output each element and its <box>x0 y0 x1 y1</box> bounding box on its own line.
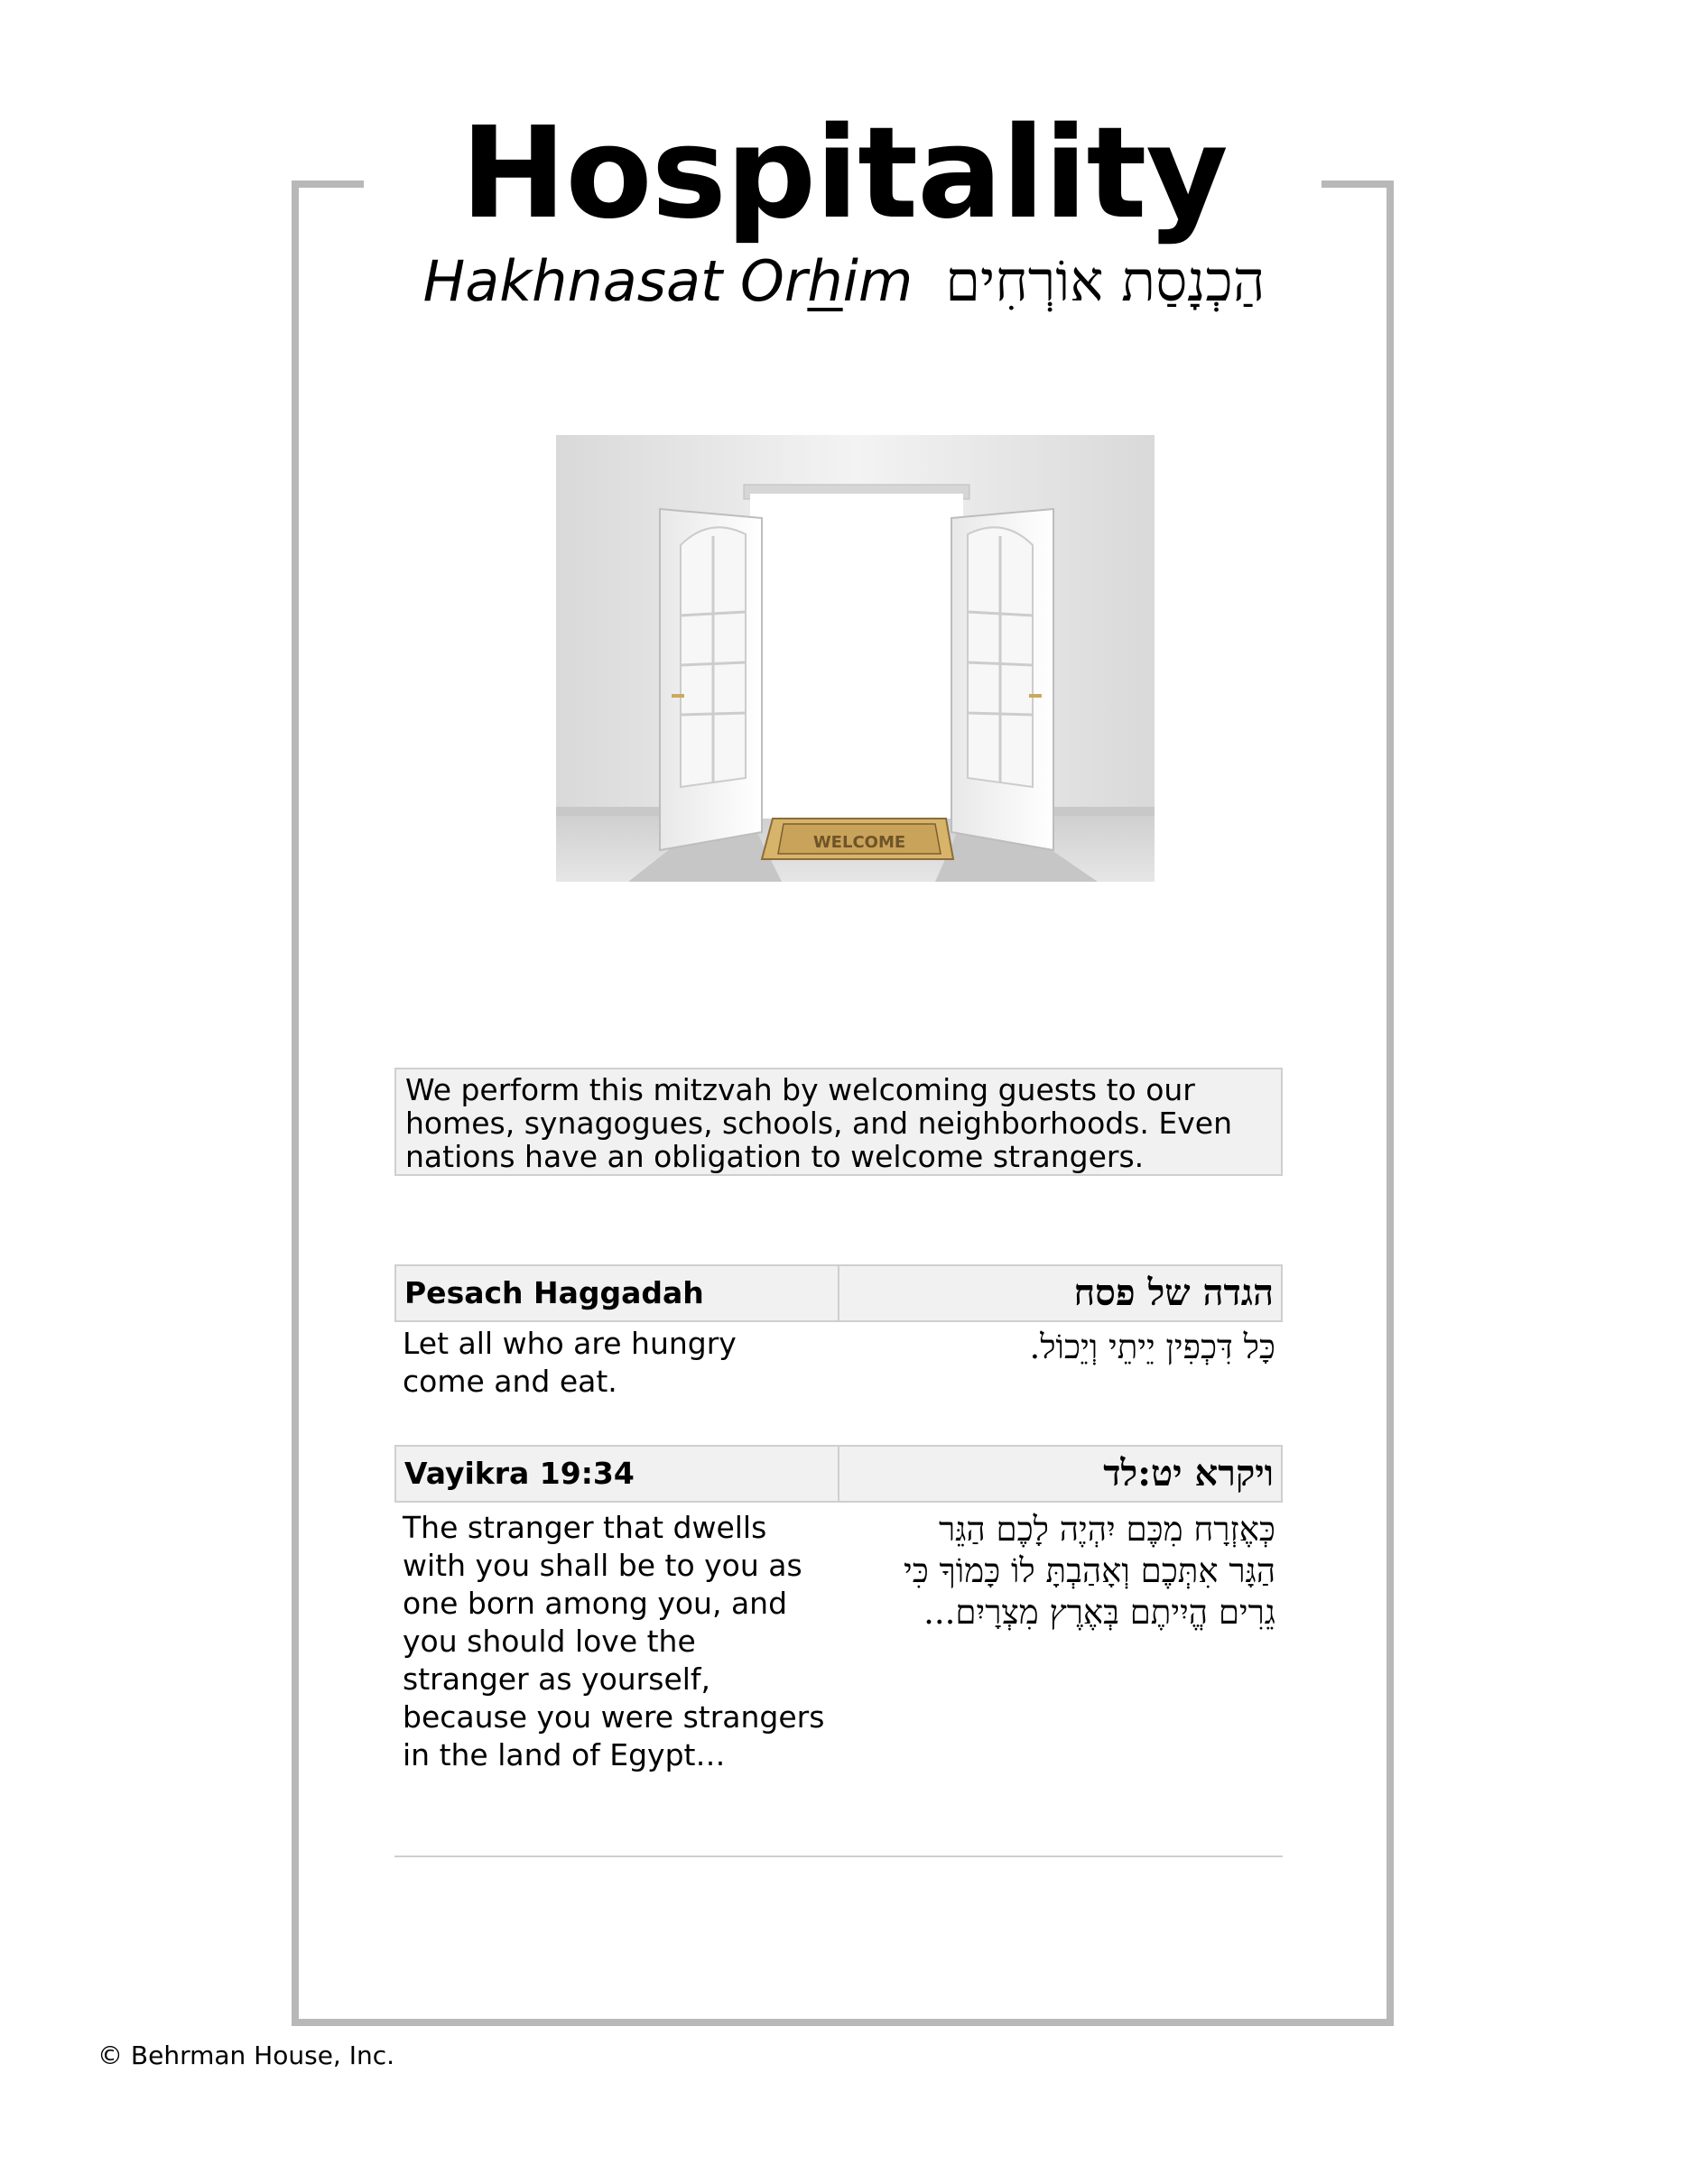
source-text-he: כְּאֶזְרָח מִכֶּם יִהְיֶה לָכֶם הַגֵּר הַגָּר אִתְּכֶם וְאָהַבְתָּ לוֹ כָּמוֹךָ כִּי גֵרִים הֱיִיתֶם בְּאֶרֶץ מִצְרָיִם... <box>904 1510 1275 1632</box>
frame-bottom <box>292 2019 1394 2026</box>
source-text-en: Let all who are hungry come and eat. <box>403 1326 737 1399</box>
source-text-he: כָּל דִּכְפִין יֵיתֵי וְיֵכוֹל. <box>1029 1328 1275 1366</box>
intro-box <box>394 1068 1283 1176</box>
intro-text: We perform this mitzvah by welcoming guests to our homes, synagogues, schools, and neighborhoods. Even nations have an obligation to welcome strangers. <box>405 1072 1232 1174</box>
page-title: Hospitality <box>460 100 1228 247</box>
source-title-he: הגדה של פסח <box>838 1264 1283 1322</box>
bottom-divider <box>394 1855 1283 1857</box>
source-title-en: Pesach Haggadah <box>394 1264 839 1322</box>
subtitle-hebrew: הַכְנָסַת אוֹרְחִים <box>945 248 1266 314</box>
welcome-mat-text: WELCOME <box>812 833 906 852</box>
copyright-notice: © Behrman House, Inc. <box>97 2041 395 2070</box>
subtitle-transliteration: Hakhnasat Orhim <box>422 248 914 314</box>
frame-right <box>1387 180 1394 2026</box>
source-title-he: ויקרא יט:לד <box>838 1445 1283 1503</box>
open-doors-illustration <box>556 435 1155 882</box>
source-text-en: The stranger that dwells with you shall be to you as one born among you, and you should love the stranger as yourself, because you were strangers in the land of Egypt… <box>403 1510 825 1772</box>
page-subtitle <box>0 245 1688 318</box>
source-title-en: Vayikra 19:34 <box>394 1445 839 1503</box>
frame-left <box>292 180 299 2026</box>
